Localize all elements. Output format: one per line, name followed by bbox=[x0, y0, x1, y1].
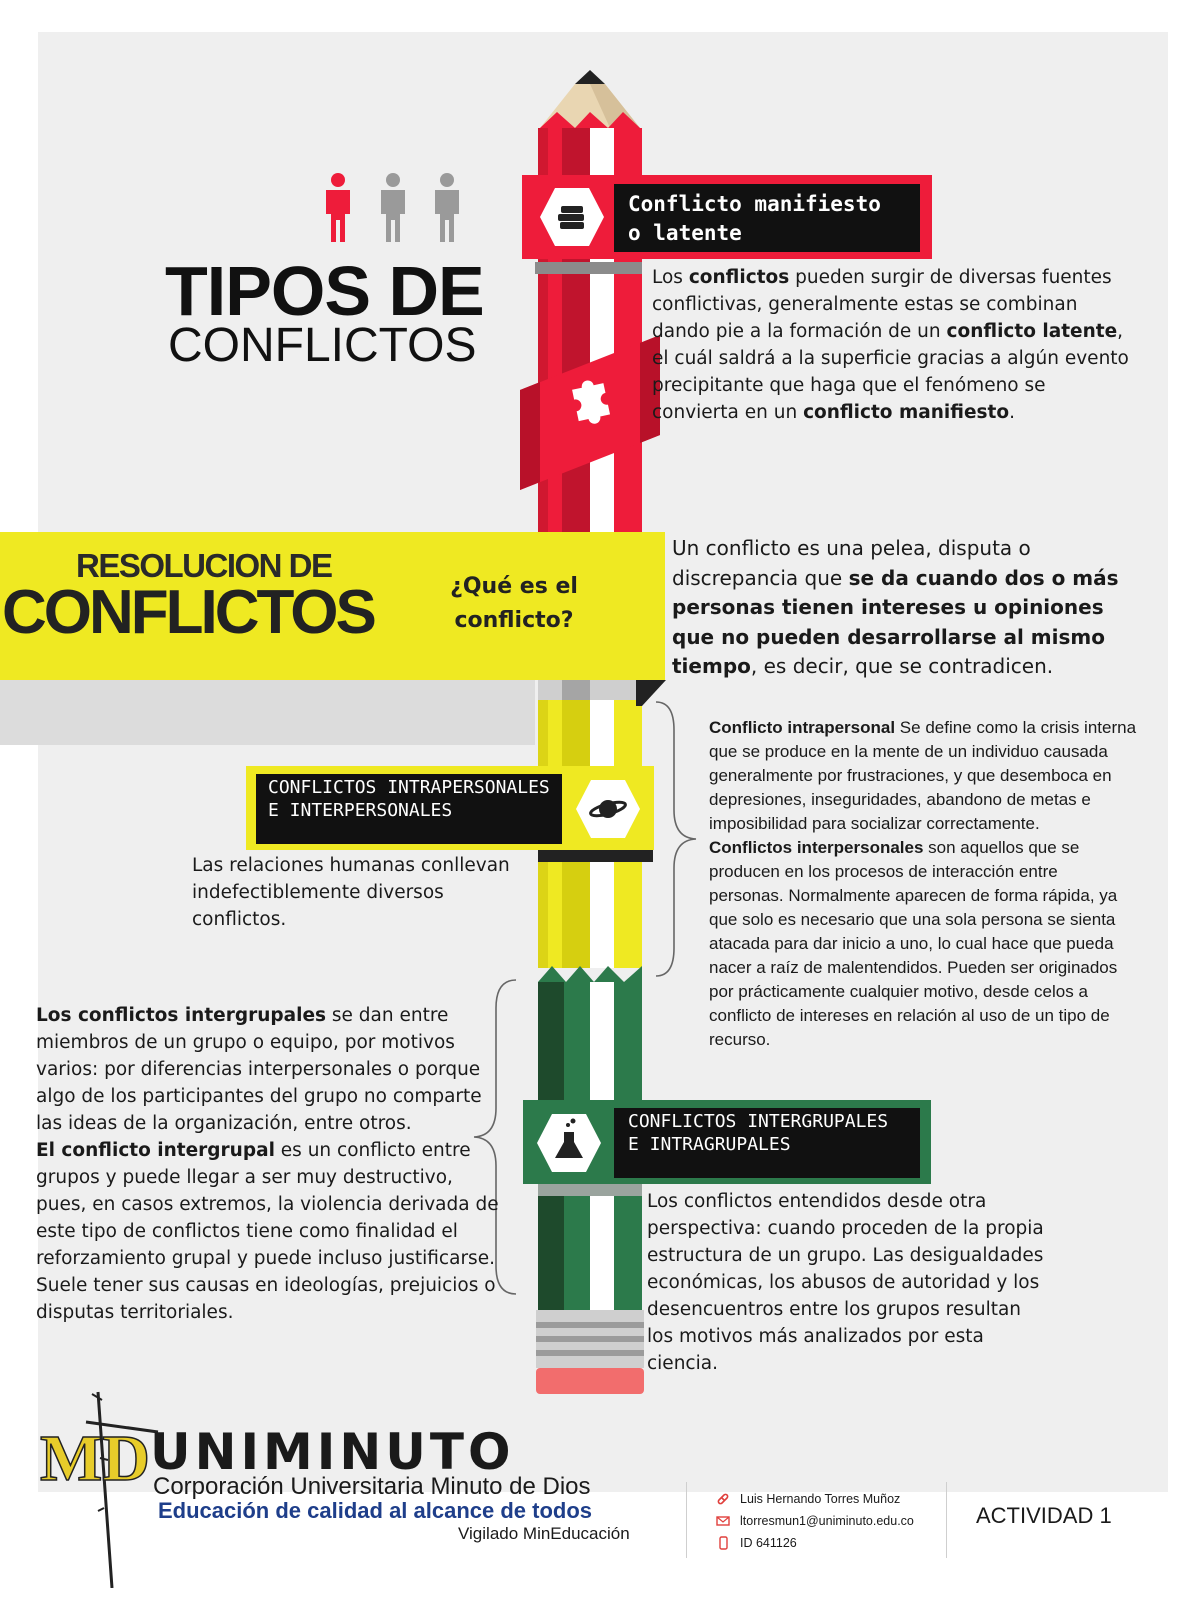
section-intra-label: CONFLICTOS INTRAPERSONALES E INTERPERSONALES bbox=[256, 774, 562, 844]
mail-icon bbox=[716, 1514, 730, 1528]
manifest-text-part: , el cuál saldrá a la superficie gracias a algún evento precipitante que haga que el fenómeno se convierta en un bbox=[652, 321, 1129, 423]
manifest-text-part: conflicto manifiesto bbox=[803, 402, 1010, 423]
manifest-text-part: pueden surgir de diversas fuentes conflictivas, generalmente estas se combinan dando pie a la formación de un bbox=[652, 267, 1112, 342]
planet-icon bbox=[574, 778, 642, 840]
person-icon bbox=[320, 172, 470, 244]
conflict-definition bbox=[672, 534, 1142, 682]
manifest-text-part: conflictos bbox=[688, 267, 790, 288]
inter-left-text-part: es un conflicto entre grupos y puede llegar a ser muy destructivo, pues, en casos extremos, la violencia derivada de este tipo de conflictos tiene como finalidad el reforzamiento grupal y puede incluso justificarse. Suele tener sus causas en ideologías, prejuicios o disputas territoriales. bbox=[36, 1140, 499, 1323]
manifest-text-part: conflicto latente bbox=[946, 321, 1118, 342]
activity-label: ACTIVIDAD 1 bbox=[976, 1503, 1112, 1528]
section-intra-caption: Las relaciones humanas conllevan indefectiblemente diversos conflictos. bbox=[192, 855, 510, 930]
section-shadow bbox=[535, 262, 642, 274]
footer-divider bbox=[946, 1482, 947, 1558]
pencil-eraser bbox=[536, 1368, 644, 1394]
author-email[interactable]: ltorresmun1@uniminuto.edu.co bbox=[740, 1514, 914, 1528]
slogan: Educación de calidad al alcance de todos bbox=[158, 1498, 593, 1523]
definition-text-part: Un conflicto es una pelea, disputa o discrepancia que bbox=[672, 536, 1031, 590]
section-inter-left-text bbox=[36, 1002, 501, 1326]
author-id: ID 641126 bbox=[740, 1536, 797, 1550]
section-intra-detail bbox=[709, 716, 1137, 1052]
phone-icon bbox=[716, 1536, 730, 1550]
inter-left-text-part: se dan entre miembros de un grupo o equipo, por motivos varios: por diferencias interpersonales o porque algo de los participantes del grupo no comparte las ideas de la organización, entre otros. bbox=[36, 1005, 482, 1134]
intra-detail-text-part: Conflictos interpersonales bbox=[709, 838, 924, 857]
page-title: TIPOS DE bbox=[165, 252, 484, 330]
section-manifest-text bbox=[652, 264, 1130, 426]
vigilado: Vigilado MinEducación bbox=[458, 1524, 630, 1543]
manifest-text-part: . bbox=[1009, 402, 1015, 423]
definition-text-part: se da cuando dos o más personas tienen intereses u opiniones que no pueden desarrollarse al mismo tiempo bbox=[672, 565, 1119, 678]
section-inter-right-text: Los conflictos entendidos desde otra perspectiva: cuando proceden de la propia estructura de un grupo. Las desigualdades económicas, los abusos de autoridad y los desencuentros entre los grupos resultan los motivos más analizados por esta ciencia. bbox=[647, 1191, 1044, 1374]
intra-detail-text-part: Se define como la crisis interna que se produce en la mente de un individuo causada generalmente por frustraciones, y que desemboca en depresiones, inseguridades, abandono de metas e imposibilidad para socializar correctamente. bbox=[709, 718, 1137, 833]
logo-initials: MD bbox=[40, 1422, 150, 1495]
contact-block bbox=[716, 1488, 936, 1554]
intra-detail-text-part: son aquellos que se producen en los procesos de interacción entre personas. Normalmente aparecen de forma rápida, ya que solo es necesario que una sola persona se sienta atacada para dar inicio a uno, lo cual hace que pueda nacer a raíz de malentendidos. Pueden ser originados por prácticamente cualquier motivo, desde celos a conflicto de intereses en relación al uso de un tipo de recurso. bbox=[709, 838, 1118, 1049]
inter-left-text-part: El conflicto intergrupal bbox=[36, 1140, 275, 1161]
section-shadow bbox=[538, 1184, 642, 1196]
brace-right bbox=[652, 700, 704, 978]
definition-text-part: , es decir, que se contradicen. bbox=[750, 654, 1054, 678]
org-name: Corporación Universitaria Minuto de Dios bbox=[153, 1473, 591, 1500]
books-icon bbox=[538, 186, 606, 248]
page-subtitle: CONFLICTOS bbox=[168, 319, 477, 372]
pencil-lead bbox=[575, 70, 605, 84]
flask-icon bbox=[535, 1112, 603, 1174]
manifest-text-part: Los bbox=[652, 267, 689, 288]
banner-shadow bbox=[0, 680, 535, 745]
section-shadow bbox=[538, 850, 653, 862]
link-icon bbox=[716, 1492, 730, 1506]
banner-line2: CONFLICTOS bbox=[2, 578, 374, 647]
section-manifest-label: Conflicto manifiesto o latente bbox=[614, 184, 920, 252]
inter-left-text-part: Los conflictos intergrupales bbox=[36, 1005, 327, 1026]
footer-divider bbox=[686, 1482, 687, 1558]
section-inter-label: CONFLICTOS INTERGRUPALES E INTRAGRUPALES bbox=[614, 1108, 920, 1178]
brand-name: UNIMINUTO bbox=[150, 1423, 515, 1481]
ribbon-puzzle bbox=[520, 335, 665, 490]
banner-question: ¿Qué es el conflicto? bbox=[450, 574, 578, 633]
people-icons bbox=[320, 172, 470, 248]
intra-detail-text-part: Conflicto intrapersonal bbox=[709, 718, 896, 737]
banner-line1: RESOLUCION DE bbox=[76, 547, 332, 584]
author-name: Luis Hernando Torres Muñoz bbox=[740, 1492, 901, 1506]
